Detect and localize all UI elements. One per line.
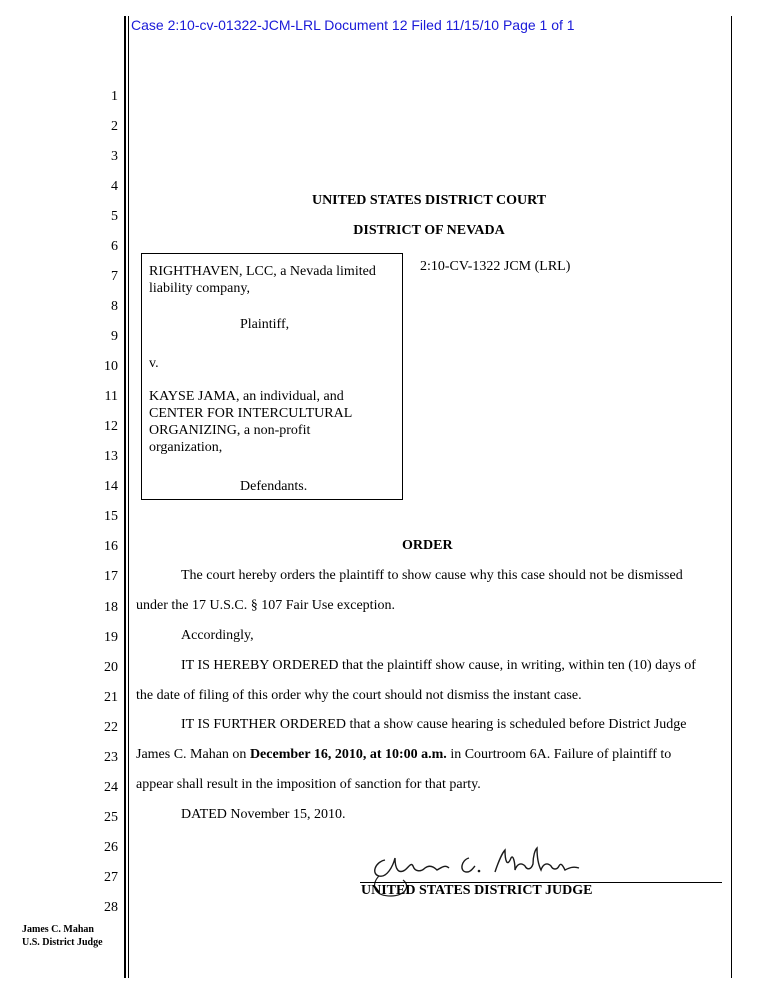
court-name: UNITED STATES DISTRICT COURT [311,193,547,208]
defendant-role: Defendants. [240,479,308,494]
defendant-line3: ORGANIZING, a non-profit [149,423,311,438]
line-number: 6 [111,239,118,255]
line-number: 12 [104,419,118,435]
line-number: 24 [104,779,118,795]
plaintiff-name-line1: RIGHTHAVEN, LCC, a Nevada limited [149,264,376,279]
versus: v. [149,356,159,371]
left-margin-rule [124,16,126,978]
line-number: 1 [111,89,118,104]
line-number: 20 [104,659,118,675]
right-margin-rule [731,16,732,978]
order-paragraph-3-line-2: the date of filing of this order why the court should not dismiss the instant case. [136,688,582,703]
line-number: 23 [104,749,118,765]
order-paragraph-1-line-2: under the 17 U.S.C. § 107 Fair Use exception. [136,598,395,613]
line-number: 2 [111,119,118,135]
line-number: 22 [104,719,118,735]
defendant-line4: organization, [149,440,223,455]
footer-judge-name: James C. Mahan [22,924,94,935]
line-number: 4 [111,179,118,195]
order-paragraph-4-line-1: IT IS FURTHER ORDERED that a show cause hearing is scheduled before District Judge [181,717,687,732]
order-paragraph-2: Accordingly, [181,628,254,643]
line-number: 10 [104,359,118,375]
case-header-stamp: Case 2:10-cv-01322-JCM-LRL Document 12 Filed 11/15/10 Page 1 of 1 [131,17,575,33]
line-number: 8 [111,299,118,315]
line-number: 17 [104,569,118,585]
defendant-line1: KAYSE JAMA, an individual, and [149,389,344,404]
defendant-line2: CENTER FOR INTERCULTURAL [149,406,353,421]
line-number: 15 [104,509,118,525]
line-number: 16 [104,539,118,555]
dated-line [181,807,345,823]
judge-title: UNITED STATES DISTRICT JUDGE [361,883,593,898]
line-number: 7 [111,269,118,285]
order-paragraph-1-line-1: The court hereby orders the plaintiff to show cause why this case should not be dismissed [181,568,683,583]
line-number: 14 [104,479,118,495]
line-number: 19 [104,629,118,645]
order-title: ORDER [402,538,453,553]
line-number: 28 [104,899,118,915]
line-number: 5 [111,209,118,225]
footer-judge-title: U.S. District Judge [22,937,103,948]
dated-text: DATED November 15, 2010. [181,807,346,822]
hearing-intro: James C. Mahan on [136,747,250,762]
plaintiff-role: Plaintiff, [240,317,290,332]
line-number: 3 [111,149,118,165]
left-margin-rule-inner [128,16,129,978]
line-number: 9 [111,329,118,345]
plaintiff-name-line2: liability company, [149,281,250,296]
order-paragraph-3-line-1: IT IS HEREBY ORDERED that the plaintiff show cause, in writing, within ten (10) days of [181,658,696,673]
hearing-location: in Courtroom 6A. Failure of plaintiff to [446,747,672,762]
case-number: 2:10-CV-1322 JCM (LRL) [420,259,571,274]
line-number: 26 [104,839,118,855]
line-number: 18 [104,599,118,615]
line-number: 13 [104,449,118,465]
line-number: 25 [104,809,118,825]
line-number: 21 [104,689,118,705]
order-paragraph-4-line-3: appear shall result in the imposition of sanction for that party. [136,777,481,792]
order-paragraph-4-line-2 [136,747,671,763]
line-number: 11 [104,389,118,405]
court-district: DISTRICT OF NEVADA [353,223,505,238]
hearing-date: December 16, 2010, at 10:00 a.m. [249,747,447,762]
line-number: 27 [104,869,118,885]
